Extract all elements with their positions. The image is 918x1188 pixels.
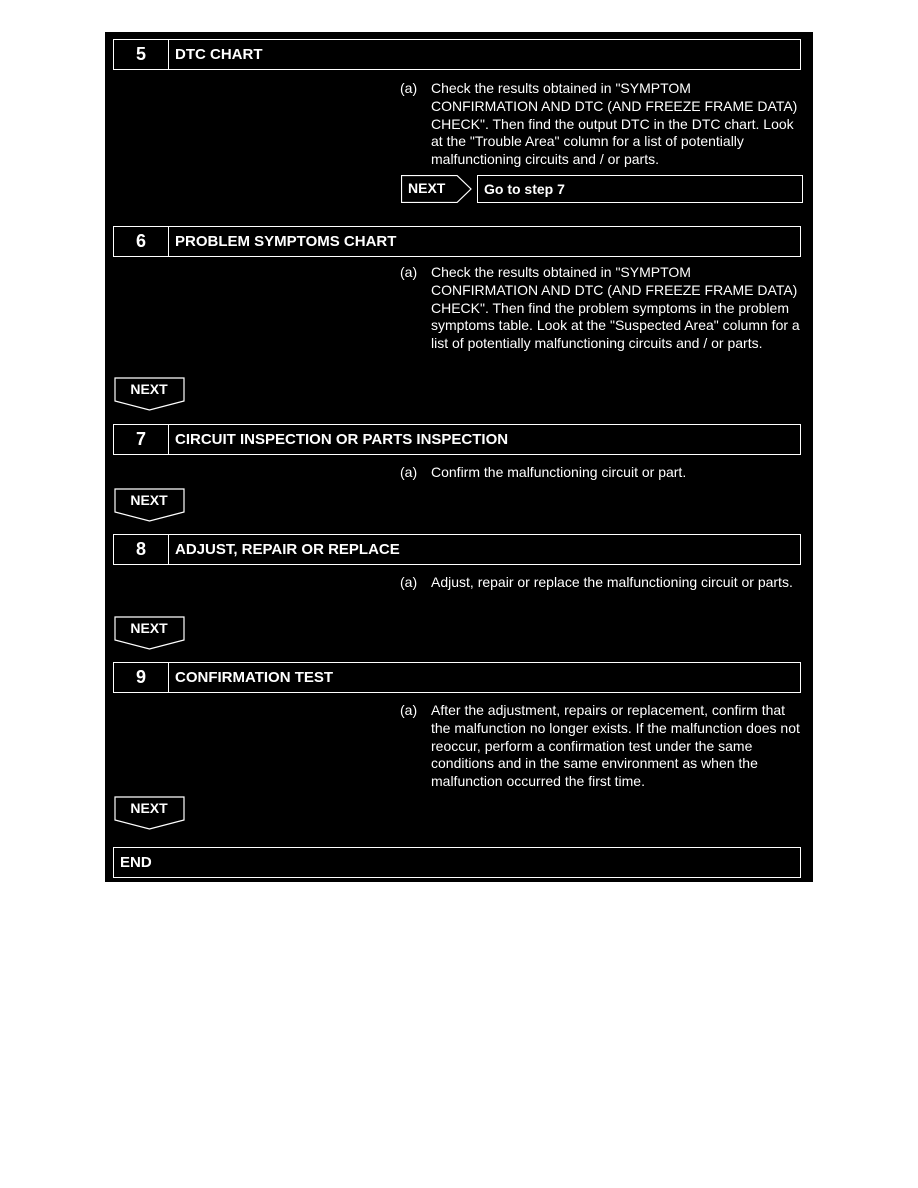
step-5-instruction [400,80,800,169]
goto-text: Go to step 7 [484,181,565,197]
item-text: Check the results obtained in "SYMPTOM CONFIRMATION AND DTC (AND FREEZE FRAME DATA) CHECK". Then find the problem symptoms in the problem symptoms table. Look at the "Suspected Area" column for a list of potentially malfunctioning circuits and / or parts. [431,264,800,352]
next-label: NEXT [130,492,168,508]
step-title: CIRCUIT INSPECTION OR PARTS INSPECTION [175,431,509,448]
next-arrow-right[interactable] [401,175,473,203]
step-number: 8 [114,535,169,564]
item-label: (a) [400,464,418,480]
next-arrow-down[interactable] [114,796,186,830]
step-5-header [113,39,801,70]
step-8-instruction [400,574,800,592]
end-label: END [120,854,152,871]
step-title: ADJUST, REPAIR OR REPLACE [175,541,400,558]
item-text: Check the results obtained in "SYMPTOM CONFIRMATION AND DTC (AND FREEZE FRAME DATA) CHECK". Then find the output DTC in the DTC chart. Look at the "Trouble Area" column for a list of potentially malfunctioning circuits and / or parts. [431,80,798,168]
step-6-header [113,226,801,257]
step-title: DTC CHART [175,46,263,63]
step-7-header [113,424,801,455]
next-arrow-down[interactable] [114,377,186,411]
step-9-header [113,662,801,693]
step-number: 9 [114,663,169,692]
next-label: NEXT [408,180,446,196]
step-number: 6 [114,227,169,256]
item-label: (a) [400,702,418,718]
item-label: (a) [400,80,418,96]
next-arrow-down[interactable] [114,488,186,522]
goto-box [477,175,803,203]
end-box [113,847,801,878]
step-9-instruction [400,702,800,791]
step-title: PROBLEM SYMPTOMS CHART [175,233,397,250]
step-number: 5 [114,40,169,69]
step-8-header [113,534,801,565]
next-label: NEXT [130,800,168,816]
next-arrow-down[interactable] [114,616,186,650]
next-label: NEXT [130,381,168,397]
item-text: Adjust, repair or replace the malfunctioning circuit or parts. [431,574,793,590]
item-text: Confirm the malfunctioning circuit or part. [431,464,687,480]
step-6-instruction [400,264,800,353]
item-text: After the adjustment, repairs or replacement, confirm that the malfunction no longer exists. If the malfunction does not reoccur, perform a confirmation test under the same conditions and in the same environment as when the malfunction occurred the first time. [431,702,800,790]
step-title: CONFIRMATION TEST [175,669,334,686]
next-label: NEXT [130,620,168,636]
item-label: (a) [400,264,418,280]
item-label: (a) [400,574,418,590]
procedure-panel [105,32,813,882]
step-number: 7 [114,425,169,454]
step-7-instruction [400,464,800,482]
